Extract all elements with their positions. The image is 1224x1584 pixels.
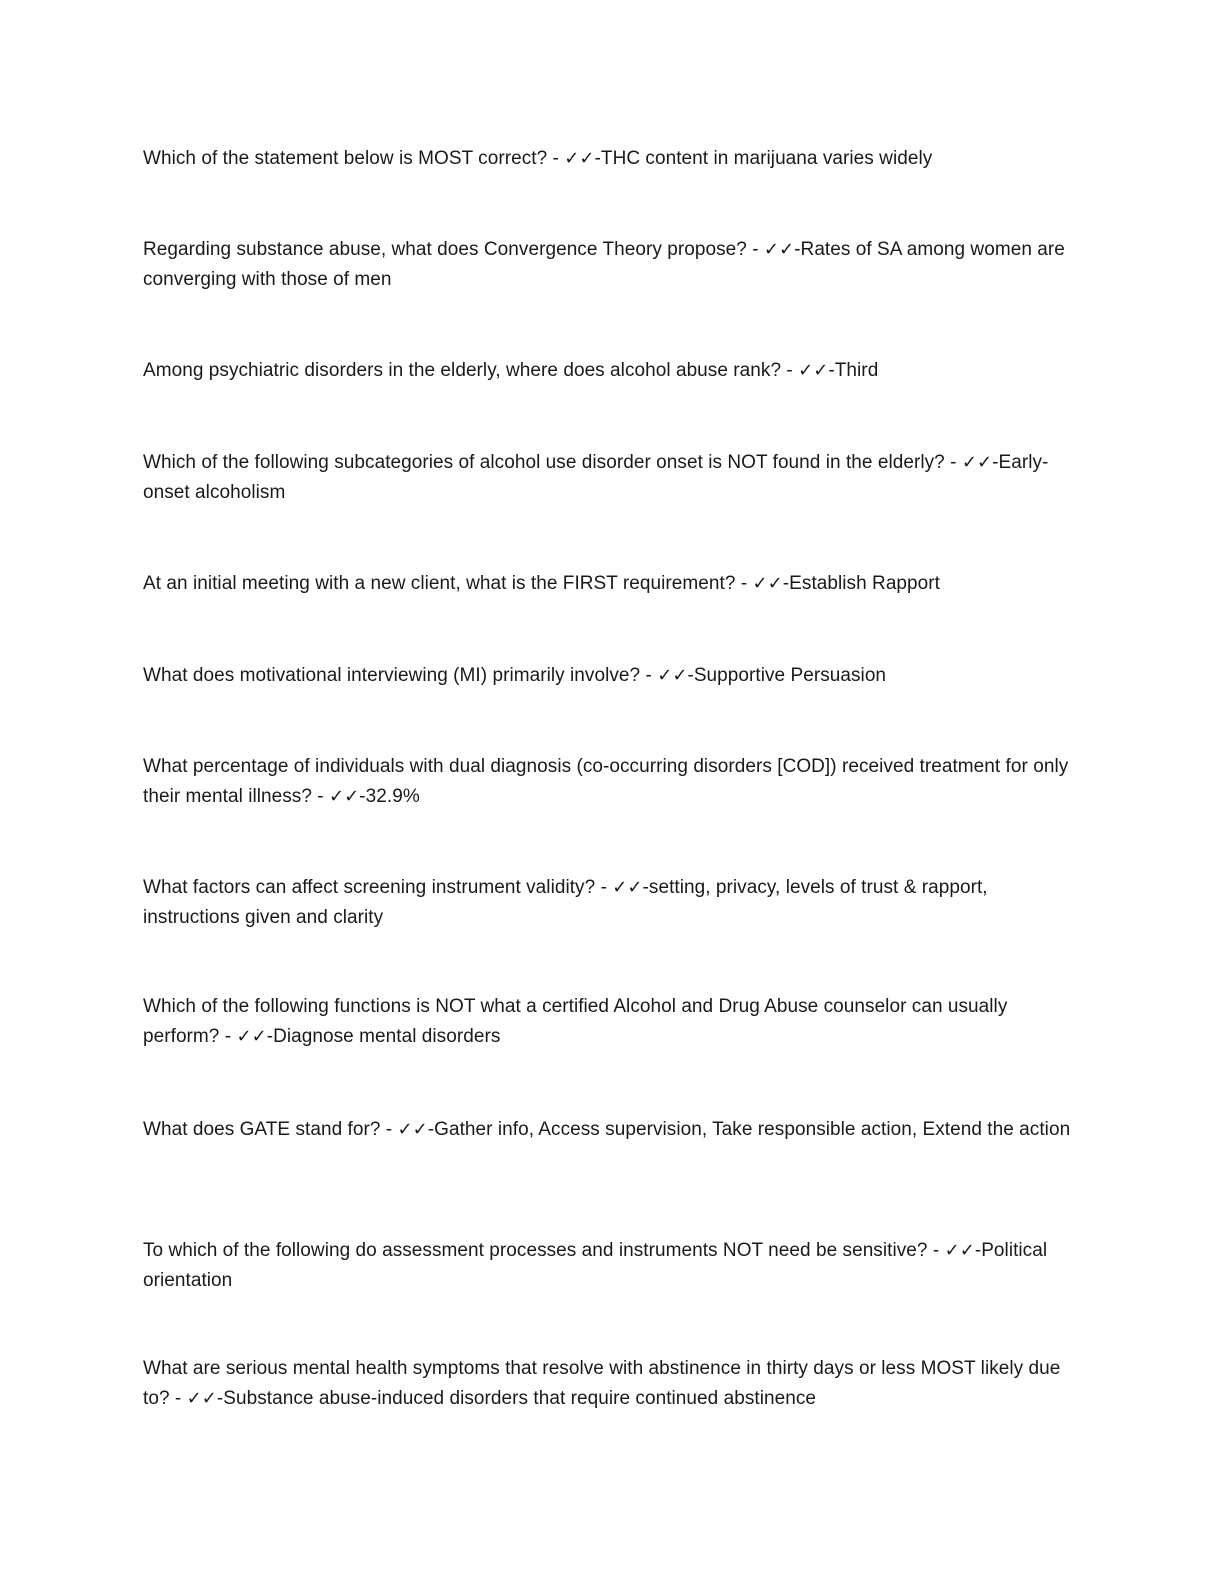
double-check-icon: ✓✓ <box>752 573 783 594</box>
double-check-icon: ✓✓ <box>612 877 643 898</box>
qa-item <box>143 356 1078 386</box>
double-check-icon: ✓✓ <box>236 1026 267 1047</box>
answer-text: -Rates of SA among women are converging with those of men <box>143 239 1065 290</box>
separator: - <box>781 360 799 381</box>
qa-item <box>143 752 1078 812</box>
separator: - <box>746 239 764 260</box>
question-text: Which of the following functions is NOT what a certified Alcohol and Drug Abuse counselor can usually perform? <box>143 996 1008 1047</box>
question-text: What factors can affect screening instrument validity? <box>143 877 596 898</box>
double-check-icon: ✓✓ <box>329 786 360 807</box>
double-check-icon: ✓✓ <box>798 360 829 381</box>
separator: - <box>311 786 330 807</box>
qa-item <box>143 992 1078 1052</box>
qa-item <box>143 1354 1078 1414</box>
double-check-icon: ✓✓ <box>763 239 795 260</box>
answer-text: -Third <box>828 360 879 381</box>
answer-text: -Supportive Persuasion <box>687 665 887 686</box>
qa-item <box>143 1115 1078 1145</box>
separator: - <box>640 665 658 686</box>
answer-text: -Gather info, Access supervision, Take responsible action, Extend the action <box>427 1119 1071 1140</box>
qa-item <box>143 144 1078 174</box>
answer-text: -Diagnose mental disorders <box>266 1026 501 1047</box>
qa-item <box>143 873 1078 933</box>
double-check-icon: ✓✓ <box>657 665 688 686</box>
separator: - <box>735 573 753 594</box>
double-check-icon: ✓✓ <box>397 1119 428 1140</box>
question-text: Among psychiatric disorders in the elderly, where does alcohol abuse rank? <box>143 360 782 381</box>
question-text: Which of the statement below is MOST correct? <box>143 148 548 169</box>
answer-text: -Early-onset alcoholism <box>143 452 1049 503</box>
double-check-icon: ✓✓ <box>961 452 993 473</box>
qa-item <box>143 1236 1078 1296</box>
answer-text: -Establish Rapport <box>782 573 940 594</box>
answer-text: -Substance abuse-induced disorders that require continued abstinence <box>216 1388 817 1409</box>
separator: - <box>595 877 613 898</box>
answer-text: -THC content in marijuana varies widely <box>594 148 933 169</box>
answer-text: -setting, privacy, levels of trust & rapport, instructions given and clarity <box>143 877 988 928</box>
separator: - <box>547 148 565 169</box>
answer-text: -32.9% <box>359 786 420 807</box>
question-text: Which of the following subcategories of alcohol use disorder onset is NOT found in the elderly? <box>143 452 945 473</box>
question-text: Regarding substance abuse, what does Convergence Theory propose? <box>143 239 747 260</box>
question-text: At an initial meeting with a new client, what is the FIRST requirement? <box>143 573 736 594</box>
qa-item <box>143 661 1078 691</box>
separator: - <box>169 1388 187 1409</box>
answer-text: -Political orientation <box>143 1240 1048 1291</box>
separator: - <box>927 1240 945 1261</box>
question-text: To which of the following do assessment processes and instruments NOT need be sensitive? <box>143 1240 928 1261</box>
qa-item <box>143 235 1078 295</box>
question-text: What are serious mental health symptoms that resolve with abstinence in thirty days or less MOST likely due to? <box>143 1358 1061 1409</box>
qa-item <box>143 569 1078 599</box>
question-text: What does motivational interviewing (MI) primarily involve? <box>143 665 641 686</box>
separator: - <box>380 1119 398 1140</box>
double-check-icon: ✓✓ <box>944 1240 975 1261</box>
question-text: What percentage of individuals with dual diagnosis (co-occurring disorders [COD]) received treatment for only their mental illness? <box>143 756 1069 807</box>
separator: - <box>219 1026 237 1047</box>
double-check-icon: ✓✓ <box>564 148 595 169</box>
question-text: What does GATE stand for? <box>143 1119 381 1140</box>
qa-item <box>143 448 1078 508</box>
separator: - <box>944 452 962 473</box>
double-check-icon: ✓✓ <box>186 1388 217 1409</box>
